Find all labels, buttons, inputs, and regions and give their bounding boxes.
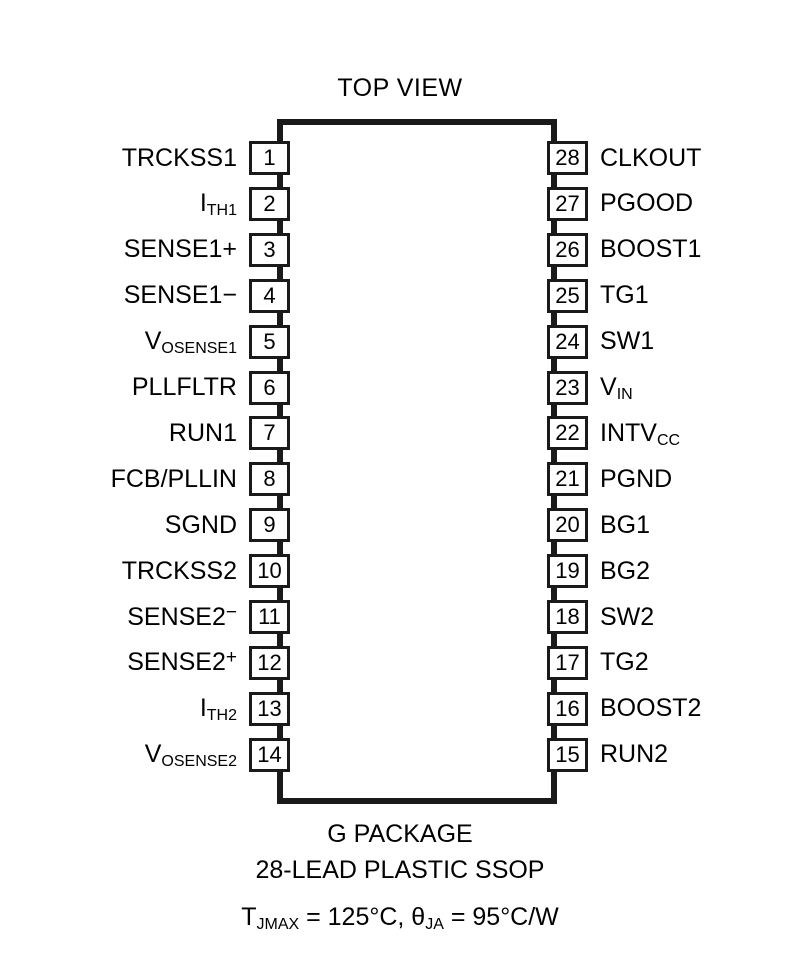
pin-label bbox=[121, 143, 237, 172]
pin-label bbox=[600, 742, 668, 767]
pin-label bbox=[600, 464, 673, 493]
pin-label-text: SENSE2 bbox=[127, 648, 226, 677]
pin-number-box: 3 bbox=[249, 233, 290, 267]
pin-row bbox=[547, 279, 787, 313]
pin-label bbox=[144, 740, 237, 771]
pin-number-box: 15 bbox=[547, 738, 588, 772]
pin-row bbox=[60, 279, 290, 313]
pin-number-box: 23 bbox=[547, 371, 588, 405]
pin-number-box: 1 bbox=[249, 141, 290, 175]
pin-row bbox=[60, 600, 290, 634]
pin-label-text: SW1 bbox=[600, 327, 655, 356]
pin-label-subscript: CC bbox=[656, 431, 681, 449]
pin-number-box: 18 bbox=[547, 600, 588, 634]
pin-number-box: 7 bbox=[249, 416, 290, 450]
pin-number-box: 26 bbox=[547, 233, 588, 267]
pin-label-text: SW2 bbox=[600, 602, 655, 631]
pin-label bbox=[124, 283, 237, 308]
pin-label-text: V bbox=[144, 740, 162, 769]
chip-package-body bbox=[277, 119, 557, 804]
pin-label bbox=[600, 510, 651, 539]
pin-row bbox=[547, 692, 787, 726]
pin-label-text: SENSE1+ bbox=[123, 235, 237, 264]
pin-label-subscript: TH1 bbox=[206, 202, 237, 220]
pin-row bbox=[60, 187, 290, 221]
pin-row bbox=[60, 692, 290, 726]
pin-label-text: TRCKSS2 bbox=[121, 556, 237, 585]
pin-label bbox=[127, 601, 237, 631]
pin-label bbox=[124, 237, 237, 262]
pin-label-subscript: OSENSE2 bbox=[161, 753, 237, 771]
pin-label bbox=[600, 191, 693, 216]
pin-number-box: 10 bbox=[249, 554, 290, 588]
pin-label-text: SGND bbox=[164, 510, 237, 539]
pin-row bbox=[547, 187, 787, 221]
pin-label-text: INTV bbox=[600, 418, 657, 447]
pin-label-text: PLLFLTR bbox=[131, 373, 237, 401]
package-description: 28-LEAD PLASTIC SSOP bbox=[255, 856, 545, 884]
pin-label bbox=[600, 373, 633, 403]
pin-number-box: 24 bbox=[547, 325, 588, 359]
pin-row bbox=[547, 600, 787, 634]
pin-label-text: FCB/PLLIN bbox=[110, 464, 237, 493]
pin-number-box: 2 bbox=[249, 187, 290, 221]
thermal-spec bbox=[0, 903, 800, 932]
package-name: G PACKAGE bbox=[327, 820, 473, 848]
thermal-sub-jmax: JMAX bbox=[256, 916, 300, 933]
pin-number-box: 14 bbox=[249, 738, 290, 772]
pin-label-text: PGOOD bbox=[600, 189, 694, 218]
pin-label bbox=[121, 556, 237, 585]
pin-number-box: 12 bbox=[249, 646, 290, 680]
pin-number-box: 16 bbox=[547, 692, 588, 726]
pin-number-box: 27 bbox=[547, 187, 588, 221]
pin-label-text: TRCKSS1 bbox=[121, 143, 237, 172]
pin-number-box: 6 bbox=[249, 371, 290, 405]
pin-label bbox=[144, 327, 237, 358]
pin-row bbox=[60, 233, 290, 267]
pin-label-subscript: IN bbox=[616, 386, 633, 403]
pin-label bbox=[600, 602, 655, 631]
pin-row bbox=[60, 508, 290, 542]
pin-label-text: PGND bbox=[600, 464, 673, 493]
pin-label-subscript: TH2 bbox=[206, 707, 237, 725]
pin-row bbox=[547, 508, 787, 542]
pin-row bbox=[60, 554, 290, 588]
pin-label bbox=[132, 375, 237, 400]
pin-row bbox=[60, 416, 290, 450]
pin-label-superscript: + bbox=[225, 647, 237, 669]
pin-number-box: 8 bbox=[249, 462, 290, 496]
pin-row bbox=[547, 325, 787, 359]
pin-label bbox=[600, 143, 702, 172]
pin-label bbox=[199, 189, 237, 220]
pin-number-box: 20 bbox=[547, 508, 588, 542]
pin-label-text: I bbox=[199, 694, 207, 723]
top-view-label: TOP VIEW bbox=[337, 74, 463, 102]
pin-label bbox=[199, 694, 237, 725]
pin-row bbox=[60, 462, 290, 496]
thermal-end: = 95°C/W bbox=[443, 903, 559, 931]
thermal-prefix: T bbox=[241, 903, 257, 931]
pin-row bbox=[60, 646, 290, 680]
thermal-mid: = 125°C, θ bbox=[299, 903, 426, 931]
pin-label bbox=[168, 418, 237, 447]
pin-label-text: SENSE1− bbox=[123, 281, 237, 310]
pin-label bbox=[127, 647, 237, 677]
pin-label-text: RUN2 bbox=[600, 740, 669, 769]
pin-number-box: 25 bbox=[547, 279, 588, 313]
pin-label-superscript: − bbox=[225, 601, 237, 623]
pin-label-text: V bbox=[144, 327, 162, 356]
pin-label bbox=[600, 650, 649, 675]
pin-number-box: 28 bbox=[547, 141, 588, 175]
pin-row bbox=[547, 141, 787, 175]
pin-number-box: 22 bbox=[547, 416, 588, 450]
pin-number-box: 19 bbox=[547, 554, 588, 588]
pin-label-text: BG1 bbox=[600, 510, 651, 539]
pin-label-text: I bbox=[199, 189, 207, 218]
pin-label bbox=[600, 329, 654, 354]
pin-number-box: 9 bbox=[249, 508, 290, 542]
pin-label bbox=[164, 510, 237, 539]
pin-label-text: SENSE2 bbox=[127, 602, 226, 631]
pin-label-text: CLKOUT bbox=[600, 143, 702, 172]
pin-row bbox=[60, 325, 290, 359]
pin-row bbox=[547, 371, 787, 405]
pin-label bbox=[600, 237, 701, 262]
pin-label bbox=[600, 418, 681, 449]
pin-row bbox=[60, 371, 290, 405]
pin-number-box: 11 bbox=[249, 600, 290, 634]
pin-row bbox=[547, 416, 787, 450]
pin-row bbox=[547, 233, 787, 267]
pin-label-text: BG2 bbox=[600, 556, 651, 585]
pin-row bbox=[547, 462, 787, 496]
pin-row bbox=[547, 646, 787, 680]
pin-label bbox=[600, 696, 701, 721]
pin-label bbox=[110, 464, 237, 493]
pin-number-box: 13 bbox=[249, 692, 290, 726]
pin-row bbox=[60, 141, 290, 175]
pin-number-box: 21 bbox=[547, 462, 588, 496]
pin-label-text: BOOST1 bbox=[600, 235, 702, 264]
pin-label-text: RUN1 bbox=[168, 418, 237, 447]
pin-label-subscript: OSENSE1 bbox=[161, 340, 237, 358]
pin-row bbox=[60, 738, 290, 772]
pin-number-box: 4 bbox=[249, 279, 290, 313]
pin-row bbox=[547, 554, 787, 588]
pin-label bbox=[600, 556, 651, 585]
pin-label-text: BOOST2 bbox=[600, 694, 702, 723]
thermal-sub-ja: JA bbox=[425, 916, 444, 933]
pin-number-box: 5 bbox=[249, 325, 290, 359]
pin-number-box: 17 bbox=[547, 646, 588, 680]
pin-label bbox=[600, 283, 649, 308]
pin-label-text: TG2 bbox=[600, 648, 649, 677]
pin-row bbox=[547, 738, 787, 772]
pin-label-text: TG1 bbox=[600, 281, 649, 310]
pin-label-text: V bbox=[600, 373, 617, 401]
